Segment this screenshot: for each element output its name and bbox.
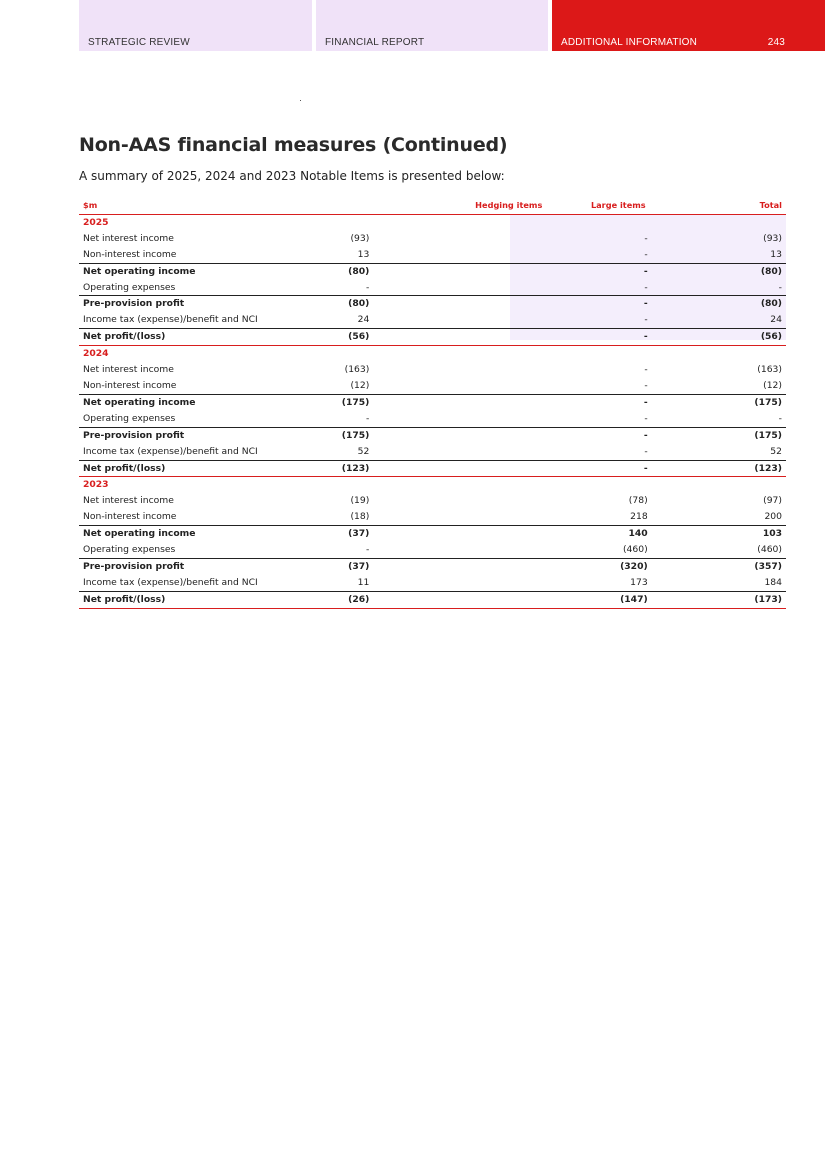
hedging-value: (123) — [296, 460, 557, 477]
large-value: - — [644, 412, 648, 424]
total-value: 24 — [770, 314, 782, 326]
hedging-value: (80) — [296, 263, 557, 279]
large-value: - — [557, 460, 743, 477]
table-row — [79, 542, 786, 558]
row-label: Net profit/(loss) — [79, 460, 296, 477]
hedging-value: 13 — [357, 248, 370, 260]
total-value: (97) — [763, 495, 782, 507]
nav-tab-strategic-review[interactable] — [79, 0, 312, 51]
total-value: (175) — [744, 394, 786, 410]
nav-tab-label: STRATEGIC REVIEW — [88, 37, 190, 48]
hedging-value: (26) — [296, 591, 557, 608]
year-row — [79, 346, 786, 362]
total-value: (173) — [744, 591, 786, 608]
row-label: Net interest income — [83, 232, 174, 244]
large-value: - — [644, 314, 648, 326]
large-value: - — [557, 427, 743, 443]
table-row — [79, 378, 786, 394]
page-number: 243 — [767, 37, 785, 48]
large-value: - — [644, 364, 648, 376]
column-header-large: Large items — [557, 198, 743, 214]
hedging-value: (80) — [296, 296, 557, 312]
nav-tab-additional-information[interactable] — [552, 0, 825, 51]
row-label: Non-interest income — [83, 248, 177, 260]
total-value: (357) — [744, 558, 786, 574]
total-value: (80) — [744, 296, 786, 312]
year-label: 2023 — [83, 479, 109, 491]
hedging-value: 11 — [357, 576, 370, 588]
total-value: 103 — [744, 526, 786, 542]
large-value: 173 — [630, 576, 648, 588]
table-row — [79, 509, 786, 525]
total-value: 13 — [770, 248, 782, 260]
row-label: Income tax (expense)/benefit and NCI — [83, 314, 258, 326]
hedging-value: (93) — [350, 232, 370, 244]
hedging-value: (37) — [296, 558, 557, 574]
large-value: - — [644, 379, 648, 391]
notable-items-table — [79, 198, 786, 609]
large-value: - — [644, 281, 648, 293]
row-label: Net profit/(loss) — [79, 591, 296, 608]
large-value: - — [557, 263, 743, 279]
large-value: (78) — [628, 495, 648, 507]
large-value: (320) — [557, 558, 743, 574]
table-row — [79, 460, 786, 477]
table-row — [79, 411, 786, 427]
large-value: - — [644, 248, 648, 260]
table-row — [79, 493, 786, 509]
hedging-value: - — [366, 544, 370, 556]
large-value: - — [644, 232, 648, 244]
total-value: (163) — [757, 364, 782, 376]
table-row — [79, 312, 786, 328]
row-label: Net interest income — [83, 364, 174, 376]
total-value: 200 — [764, 511, 782, 523]
row-label: Income tax (expense)/benefit and NCI — [83, 576, 258, 588]
table-row — [79, 575, 786, 591]
row-label: Operating expenses — [83, 412, 176, 424]
total-value: (175) — [744, 427, 786, 443]
table-row — [79, 591, 786, 608]
row-label: Net operating income — [79, 394, 296, 410]
large-value: - — [557, 329, 743, 346]
table-row — [79, 362, 786, 378]
page-title: Non-AAS financial measures (Continued) — [79, 134, 508, 156]
total-value: (12) — [763, 379, 782, 391]
total-value: (80) — [744, 263, 786, 279]
total-value: 52 — [770, 445, 782, 457]
table-row — [79, 329, 786, 346]
hedging-value: (19) — [350, 495, 370, 507]
nav-tab-financial-report[interactable] — [316, 0, 548, 51]
hedging-value: 52 — [357, 445, 370, 457]
table-row — [79, 263, 786, 279]
year-label: 2025 — [83, 216, 109, 228]
large-value: - — [557, 394, 743, 410]
column-header-hedging: Hedging items — [296, 198, 557, 214]
column-header-unit: $m — [79, 198, 296, 214]
page-subtitle: A summary of 2025, 2024 and 2023 Notable Items is presented below: — [79, 169, 505, 183]
hedging-value: (12) — [350, 379, 370, 391]
row-label: Operating expenses — [83, 544, 176, 556]
table-row — [79, 444, 786, 460]
total-value: 184 — [764, 576, 782, 588]
large-value: (460) — [622, 544, 648, 556]
table-row — [79, 526, 786, 542]
row-label: Net interest income — [83, 495, 174, 507]
table-row — [79, 558, 786, 574]
year-label: 2024 — [83, 348, 109, 360]
hedging-value: (56) — [296, 329, 557, 346]
large-value: 218 — [630, 511, 648, 523]
nav-tab-label: ADDITIONAL INFORMATION — [561, 37, 698, 48]
total-value: - — [778, 281, 782, 293]
hedging-value: 24 — [357, 314, 370, 326]
large-value: - — [644, 445, 648, 457]
table-header-row — [79, 198, 786, 214]
large-value: (147) — [557, 591, 743, 608]
total-value: (123) — [744, 460, 786, 477]
total-value: (56) — [744, 329, 786, 346]
row-label: Net operating income — [79, 526, 296, 542]
row-label: Income tax (expense)/benefit and NCI — [83, 445, 258, 457]
table-row — [79, 427, 786, 443]
total-value: (93) — [763, 232, 782, 244]
total-value: (460) — [757, 544, 782, 556]
table-body — [79, 214, 786, 608]
row-label: Non-interest income — [83, 379, 177, 391]
total-value: - — [778, 412, 782, 424]
row-label: Pre-provision profit — [79, 558, 296, 574]
stray-dot — [300, 100, 301, 101]
table-row — [79, 296, 786, 312]
large-value: - — [557, 296, 743, 312]
hedging-value: (175) — [296, 394, 557, 410]
row-label: Pre-provision profit — [79, 427, 296, 443]
large-value: 140 — [557, 526, 743, 542]
table-row — [79, 231, 786, 247]
table-row — [79, 280, 786, 296]
row-label: Net operating income — [79, 263, 296, 279]
row-label: Net profit/(loss) — [79, 329, 296, 346]
nav-tab-label: FINANCIAL REPORT — [325, 37, 425, 48]
table-row — [79, 247, 786, 263]
hedging-value: - — [366, 281, 370, 293]
year-row — [79, 214, 786, 230]
table-row — [79, 394, 786, 410]
hedging-value: - — [366, 412, 370, 424]
hedging-value: (18) — [350, 511, 370, 523]
row-label: Pre-provision profit — [79, 296, 296, 312]
year-row — [79, 477, 786, 493]
column-header-total: Total — [744, 198, 786, 214]
hedging-value: (175) — [296, 427, 557, 443]
hedging-value: (163) — [344, 364, 370, 376]
row-label: Operating expenses — [83, 281, 176, 293]
row-label: Non-interest income — [83, 511, 177, 523]
hedging-value: (37) — [296, 526, 557, 542]
